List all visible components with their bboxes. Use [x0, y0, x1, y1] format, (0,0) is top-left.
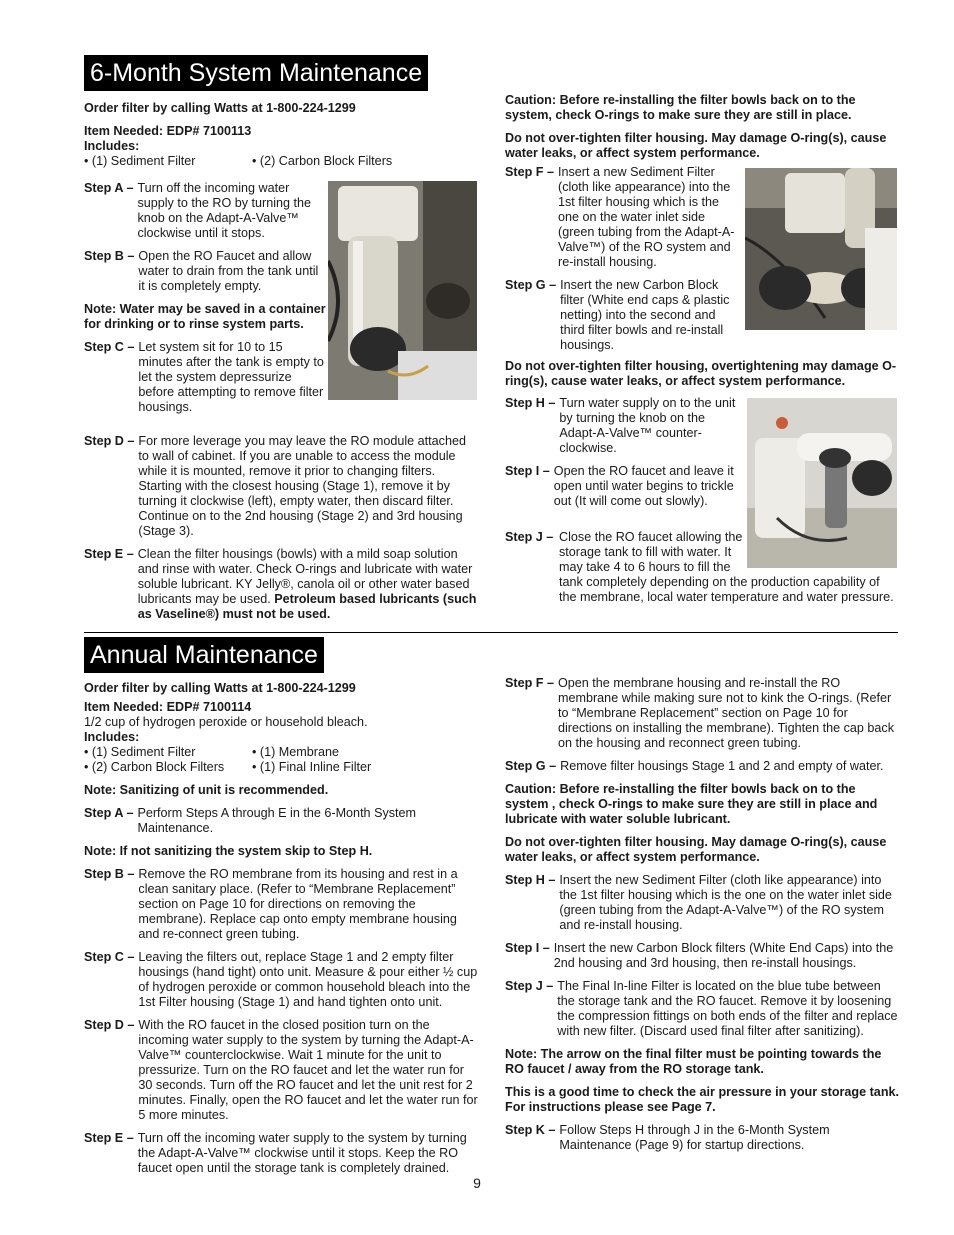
- step-label: Step A –: [84, 181, 134, 195]
- step-label: Step J –: [505, 530, 554, 544]
- step-text: Turn off the incoming water supply to the system by turning the Adapt-A-Valve™ clockwise until it stops. Keep the RO faucet open until the storage tank is completely drained.: [137, 1131, 467, 1175]
- note-sanitize: Note: Sanitizing of unit is recommended.: [84, 783, 329, 797]
- step-text: Let system sit for 10 to 15 minutes after the tank is empty to let the system depressurize before attempting to remove filter housings.: [138, 340, 324, 414]
- annual-title: Annual Maintenance: [84, 637, 324, 673]
- step-text: Insert the new Sediment Filter (cloth like appearance) into the 1st filter housing which is the one on the water inlet side (green tubing from the Adapt-A-Valve™) of the RO system and re-install housing.: [559, 873, 892, 932]
- step-text: Insert the new Carbon Block filter (White end caps & plastic netting) into the second and third filter bowls and re-install housings.: [560, 278, 730, 352]
- six-month-left-column: [84, 101, 479, 177]
- note-save-water: Note: Water may be saved in a container for drinking or to rinse system parts.: [84, 302, 326, 331]
- includes-list: [84, 745, 479, 760]
- step-label: Step J –: [505, 979, 554, 993]
- float-spacer: [745, 530, 897, 570]
- item-needed: Item Needed: EDP# 7100114: [84, 700, 252, 714]
- six-month-steps-a-c: [84, 181, 326, 423]
- step-e: [84, 1131, 479, 1176]
- note-arrow: Note: The arrow on the final filter must be pointing towards the RO faucet / away from the RO storage tank.: [505, 1047, 882, 1076]
- step-text: Open the RO Faucet and allow water to drain from the tank until it is completely empty.: [138, 249, 319, 293]
- annual-right-column: [505, 676, 899, 1161]
- includes-label: Includes:: [84, 139, 140, 153]
- step-label: Step A –: [84, 806, 134, 820]
- overtighten-note: Do not over-tighten filter housing, overtightening may damage O-ring(s), cause water leaks, or affect system performance.: [505, 359, 897, 388]
- annual-left-column: [84, 681, 479, 1184]
- photo-install-filter-bowl: [745, 168, 897, 330]
- step-label: Step I –: [505, 941, 550, 955]
- note-skip: Note: If not sanitizing the system skip to Step H.: [84, 844, 373, 858]
- order-line: Order filter by calling Watts at 1-800-224-1299: [84, 681, 356, 695]
- step-text: Perform Steps A through E in the 6-Month System Maintenance.: [137, 806, 417, 835]
- step-k: [505, 1123, 899, 1153]
- step-i: [505, 464, 740, 509]
- caution-note: Caution: Before re-installing the filter bowls back on to the system , check O-rings to make sure they are still in place and lubricate with water soluble lubricant.: [505, 782, 878, 826]
- include-item: • (2) Carbon Block Filters: [84, 760, 225, 774]
- step-j: [505, 979, 899, 1039]
- step-h: [505, 873, 899, 933]
- step-a: [84, 806, 479, 836]
- step-label: Step D –: [84, 434, 135, 448]
- six-month-steps-f-g: [505, 165, 740, 361]
- include-item: • (1) Membrane: [252, 745, 339, 759]
- step-label: Step F –: [505, 676, 554, 690]
- step-label: Step G –: [505, 278, 557, 292]
- step-text: Leaving the filters out, replace Stage 1 and 2 empty filter housings (hand tight) onto unit. Measure & pour either ½ cup of hydrogen peroxide or common household bleach into the 1st Filter housing (Stage 1) and hand tighten onto unit.: [138, 950, 478, 1009]
- step-text: Insert a new Sediment Filter (cloth like appearance) into the 1st filter housing which is the one on the water inlet side (green tubing from the Adapt-A-Valve™) of the RO system and re-install housing.: [558, 165, 735, 269]
- step-g: [505, 759, 899, 774]
- include-item: • (2) Carbon Block Filters: [252, 154, 393, 168]
- step-text: Turn off the incoming water supply to the RO by turning the knob on the Adapt-A-Valve™ clockwise until it stops.: [137, 181, 312, 240]
- includes-label: Includes:: [84, 730, 140, 744]
- step-text: Turn water supply on to the unit by turning the knob on the Adapt-A-Valve™ counter-clockwise.: [559, 396, 736, 455]
- order-line: Order filter by calling Watts at 1-800-224-1299: [84, 101, 356, 115]
- step-g: [505, 278, 740, 353]
- step-label: Step E –: [84, 1131, 134, 1145]
- step-label: Step F –: [505, 165, 554, 179]
- step-text: With the RO faucet in the closed position turn on the incoming water supply to the system by turning the Adapt-A-Valve™ counterclockwise. Wait 1 minute for the unit to pressurize. Turn on the RO faucet and let the water run for 30 seconds. Turn off the RO faucet and let the unit rest for 2 minutes. Finally, open the RO faucet and let the water run for 5 more minutes.: [138, 1018, 478, 1122]
- step-label: Step G –: [505, 759, 557, 773]
- photo-filter-housing-valve: [328, 181, 477, 400]
- step-label: Step H –: [505, 873, 556, 887]
- step-a: [84, 181, 326, 241]
- step-label: Step H –: [505, 396, 556, 410]
- includes-list: [84, 760, 479, 775]
- item-needed: Item Needed: EDP# 7100113: [84, 124, 252, 138]
- section-divider: [84, 632, 898, 633]
- six-month-steps-d-e: [84, 434, 479, 630]
- step-label: Step C –: [84, 340, 135, 354]
- six-month-steps-h-i: [505, 396, 740, 517]
- overtighten-note: Do not over-tighten filter housing. May damage O-ring(s), cause water leaks, or affect system performance.: [505, 835, 887, 864]
- step-text: Remove filter housings Stage 1 and 2 and empty of water.: [560, 759, 884, 773]
- step-j: [505, 530, 897, 605]
- step-text: For more leverage you may leave the RO module attached to wall of cabinet. If you are unable to access the module while it is mounted, remove it prior to changing filters. Starting with the closest housing (Stage 1), remove it by turning it clockwise (left), empty water, then discard filter. Continue on to the 2nd housing (Stage 2) and 3rd housing (Stage 3).: [138, 434, 466, 538]
- step-text: Clean the filter housings (bowls) with a mild soap solution and rinse with water. Check O-rings and lubricate with water soluble lubricant. KY Jelly®, canola oil or other water based lubricants may be used.: [137, 547, 473, 606]
- step-f: [505, 165, 740, 270]
- step-label: Step I –: [505, 464, 550, 478]
- step-text: Remove the RO membrane from its housing and rest in a clean sanitary place. (Refer to “Membrane Replacement” section on Page 10 for directions on removing the membrane). Replace cap onto empty membrane housing and re-connect green tubing.: [138, 867, 458, 941]
- include-item: • (1) Sediment Filter: [84, 154, 196, 168]
- step-text: Close the RO faucet allowing the storage tank to fill with water. It may take 4 to 6 hours to fill the tank completely depending on the production capability of the membrane, local water temperature and water pressure.: [559, 530, 894, 604]
- step-e: [84, 547, 479, 622]
- step-label: Step B –: [84, 249, 135, 263]
- step-text: The Final In-line Filter is located on the blue tube between the storage tank and the RO faucet. Remove it by loosening the compression fittings on both ends of the filter and replace with new filter. (Discard used final filter after sanitizing).: [557, 979, 898, 1038]
- step-h: [505, 396, 740, 456]
- step-b: [84, 249, 326, 294]
- step-label: Step E –: [84, 547, 134, 561]
- step-c: [84, 340, 326, 415]
- caution-note: Caution: Before re-installing the filter bowls back on to the system, check O-rings to make sure they are still in place.: [505, 93, 856, 122]
- page-number: 9: [473, 1175, 481, 1191]
- include-item: • (1) Final Inline Filter: [252, 760, 372, 774]
- step-text: Follow Steps H through J in the 6-Month System Maintenance (Page 9) for startup directions.: [559, 1123, 830, 1152]
- step-label: Step D –: [84, 1018, 135, 1032]
- peroxide-line: 1/2 cup of hydrogen peroxide or household bleach.: [84, 715, 368, 729]
- step-text: Insert the new Carbon Block filters (White End Caps) into the 2nd housing and 3rd housing, then re-install housings.: [553, 941, 894, 970]
- note-air-pressure: This is a good time to check the air pressure in your storage tank. For instructions please see Page 7.: [505, 1085, 900, 1114]
- overtighten-note: Do not over-tighten filter housing. May damage O-ring(s), cause water leaks, or affect system performance.: [505, 131, 887, 160]
- step-label: Step K –: [505, 1123, 556, 1137]
- step-text: Open the RO faucet and leave it open until water begins to trickle out (It will come out slowly).: [553, 464, 734, 508]
- step-d: [84, 1018, 479, 1123]
- step-i: [505, 941, 899, 971]
- step-label: Step B –: [84, 867, 135, 881]
- step-warning: Petroleum based lubricants (such as Vaseline®) must not be used.: [137, 592, 477, 621]
- six-month-step-j: [505, 530, 897, 605]
- step-d: [84, 434, 479, 539]
- six-month-title: 6-Month System Maintenance: [84, 55, 428, 91]
- step-b: [84, 867, 479, 942]
- six-month-right-notes: [505, 93, 897, 161]
- include-item: • (1) Sediment Filter: [84, 745, 196, 759]
- six-month-overtighten-2: [505, 359, 897, 389]
- step-text: Open the membrane housing and re-install the RO membrane while making sure not to kink the O-rings. (Refer to “Membrane Replacement” section on Page 10 for directions on installing the membrane). Tighten the cap back on the housing and reconnect green tubing.: [558, 676, 895, 750]
- includes-list: [84, 154, 479, 169]
- step-c: [84, 950, 479, 1010]
- step-label: Step C –: [84, 950, 135, 964]
- step-f: [505, 676, 899, 751]
